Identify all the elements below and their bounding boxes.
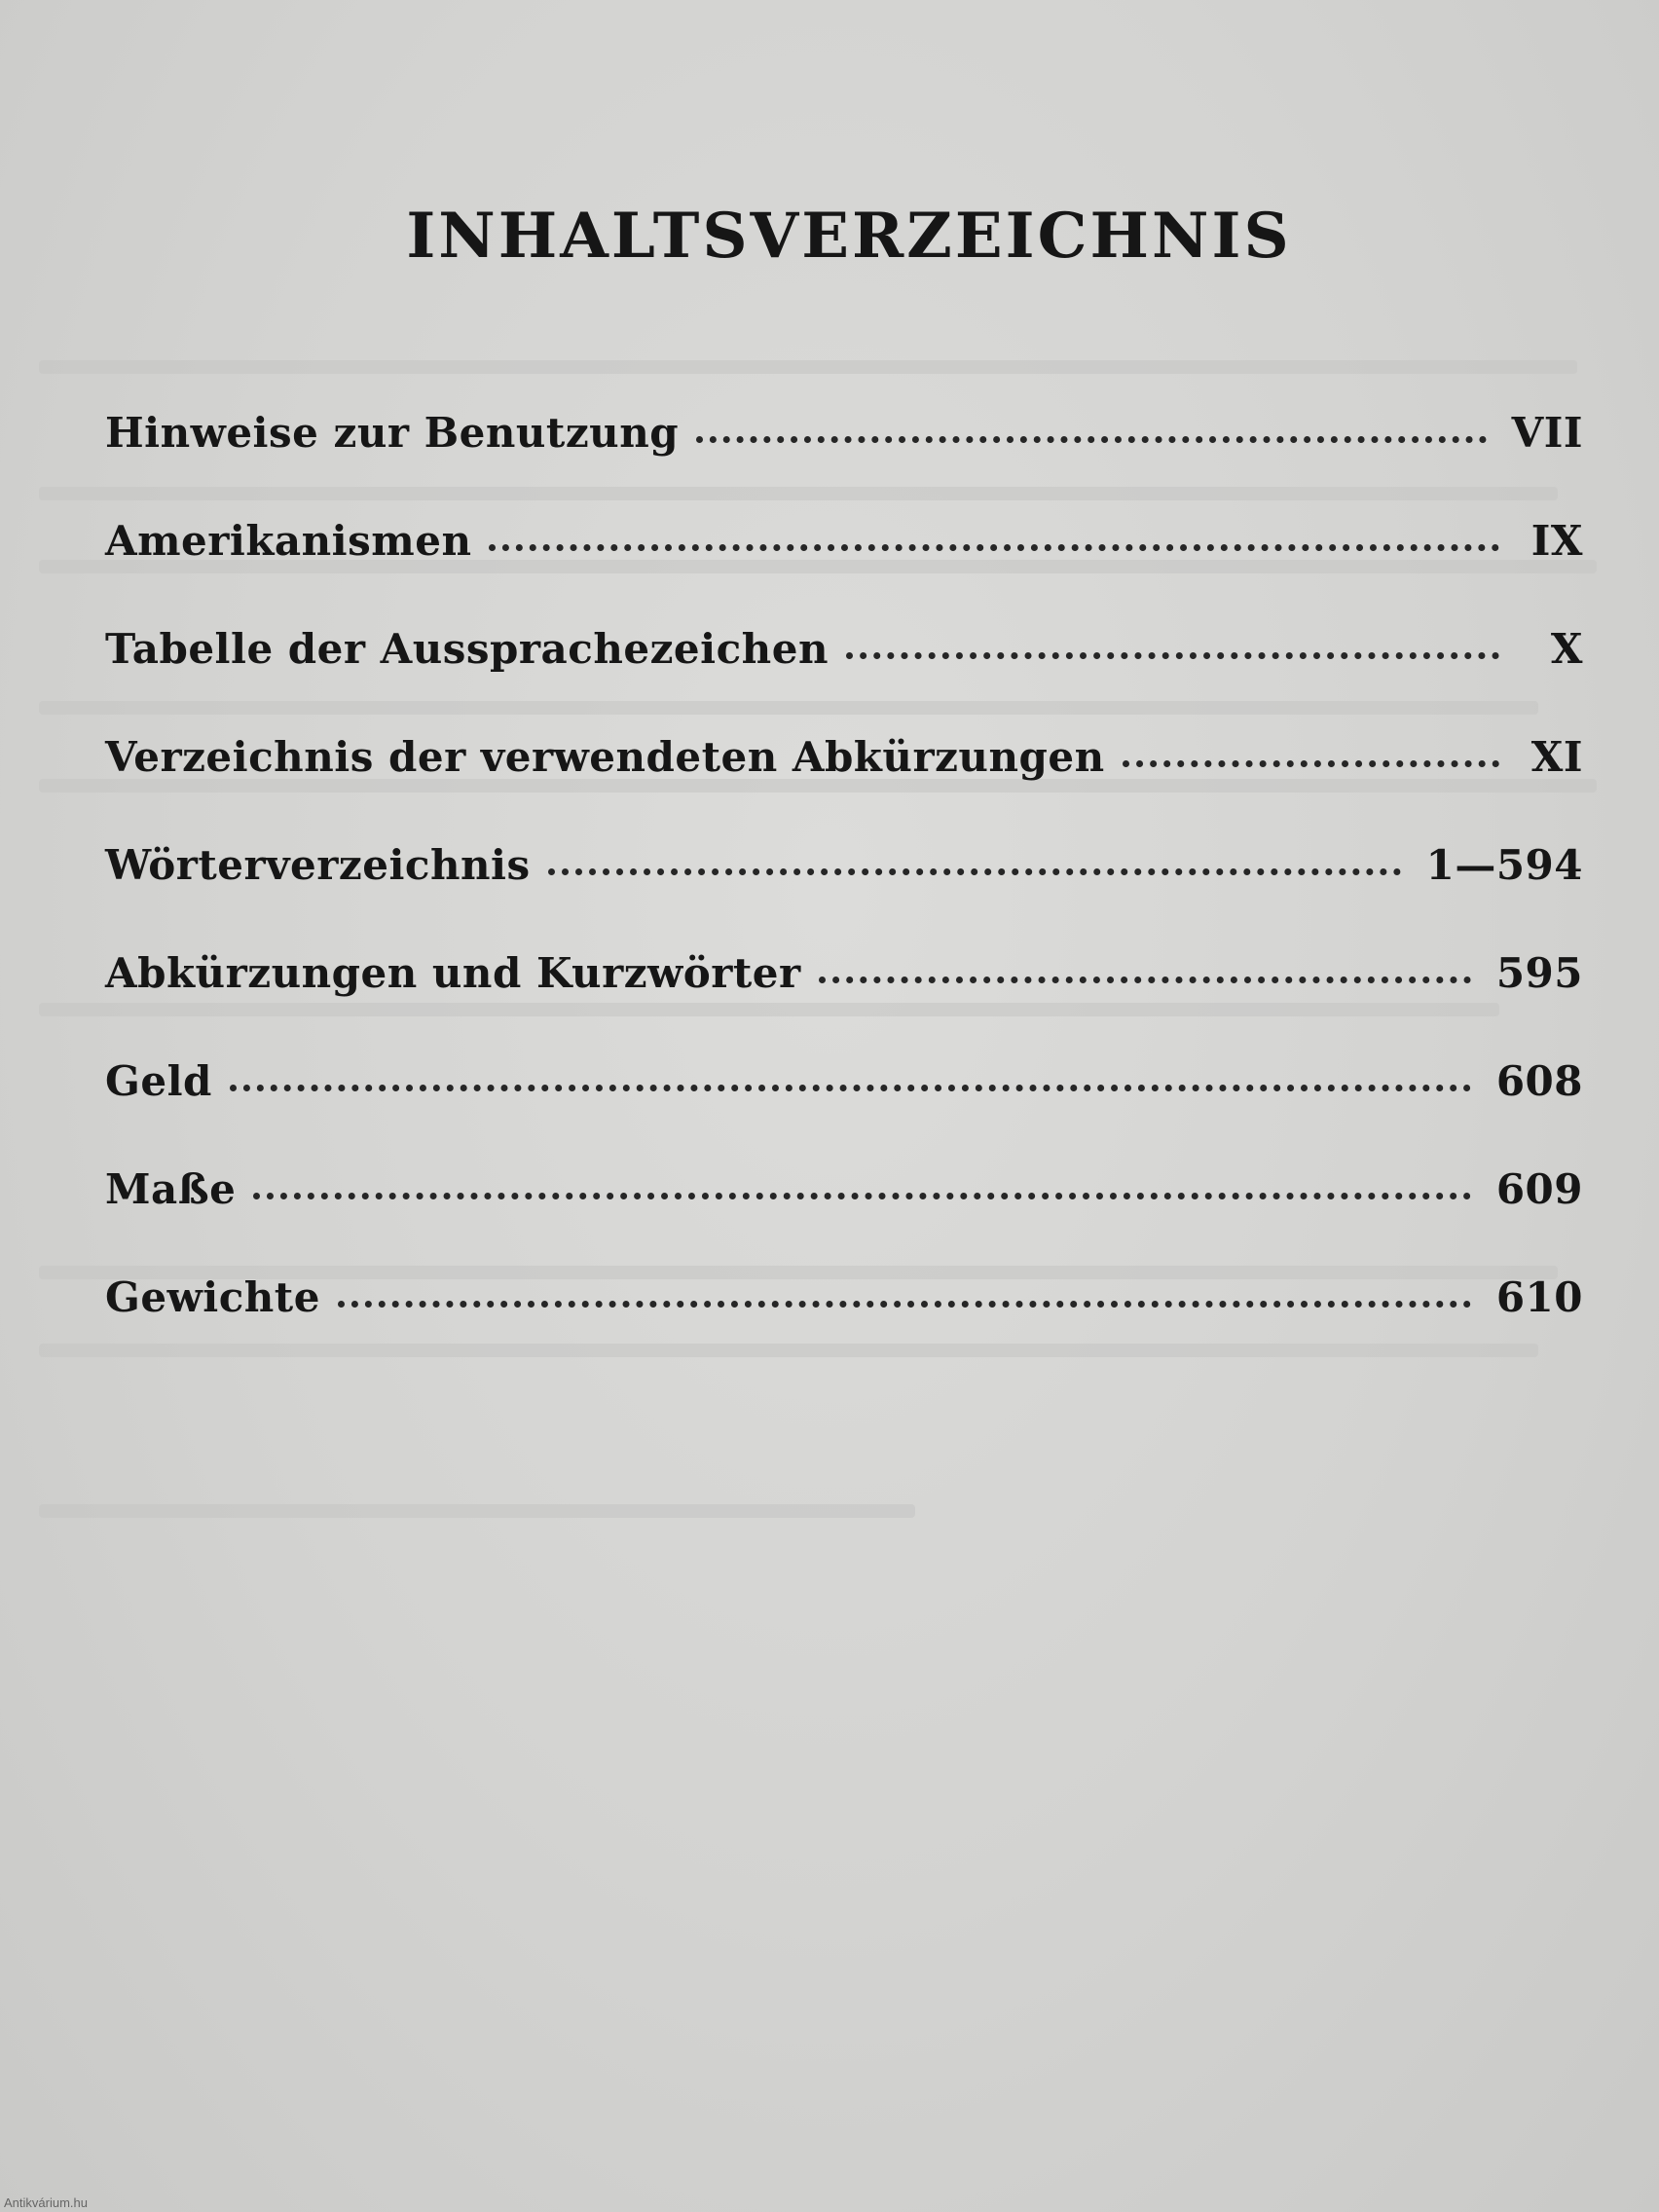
toc-entry <box>105 409 1583 517</box>
toc-entry-label: Gewichte <box>105 1273 320 1321</box>
dot-leader <box>253 1193 1470 1199</box>
toc-entry-page: XI <box>1530 733 1583 781</box>
toc-entry-label: Verzeichnis der verwendeten Abkürzungen <box>105 733 1105 781</box>
dot-leader <box>489 544 1499 551</box>
toc-entry-page: 595 <box>1495 949 1583 997</box>
toc-entry-label: Hinweise zur Benutzung <box>105 409 680 457</box>
toc-entry <box>105 1273 1583 1382</box>
toc-entry-page: 610 <box>1495 1273 1583 1321</box>
show-through-line <box>39 1504 915 1518</box>
dot-leader <box>230 1085 1471 1091</box>
toc-entry-page: 609 <box>1495 1165 1583 1213</box>
toc-entry-label: Abkürzungen und Kurzwörter <box>105 949 801 997</box>
toc-entry <box>105 1057 1583 1165</box>
toc-entry-label: Geld <box>105 1057 212 1105</box>
dot-leader <box>819 977 1471 983</box>
toc-entry-page: VII <box>1511 409 1583 457</box>
page-title: INHALTSVERZEICHNIS <box>406 200 1292 273</box>
toc-entry <box>105 733 1583 841</box>
show-through-line <box>39 360 1577 374</box>
toc-entry <box>105 517 1583 625</box>
dot-leader <box>338 1301 1471 1308</box>
toc-entry-label: Maße <box>105 1165 237 1213</box>
toc-entry <box>105 625 1583 733</box>
toc-entry-page: IX <box>1530 517 1583 565</box>
dot-leader <box>696 436 1486 443</box>
toc-entry <box>105 1165 1583 1273</box>
toc-entry-page: X <box>1550 625 1583 673</box>
dot-leader <box>846 652 1499 659</box>
toc-entry-label: Tabelle der Aussprachezeichen <box>105 625 829 673</box>
toc-entry <box>105 841 1583 949</box>
dot-leader <box>548 868 1401 875</box>
toc-entry-label: Amerikanismen <box>105 517 472 565</box>
watermark: Antikvárium.hu <box>4 2195 88 2210</box>
toc-entry <box>105 949 1583 1057</box>
table-of-contents <box>105 409 1583 1382</box>
dot-leader <box>1123 760 1499 767</box>
toc-entry-page: 1—594 <box>1425 841 1583 889</box>
toc-entry-label: Wörterverzeichnis <box>105 841 531 889</box>
toc-entry-page: 608 <box>1495 1057 1583 1105</box>
